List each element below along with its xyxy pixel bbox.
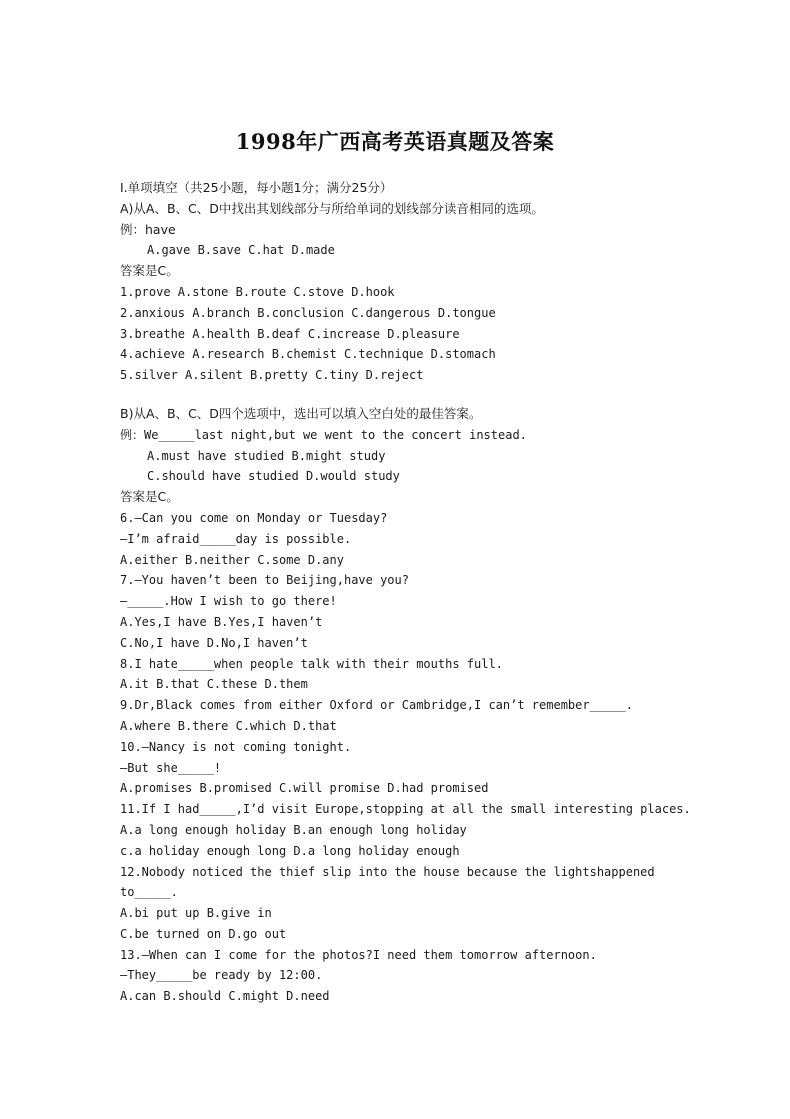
question-line: A.bi put up B.give in [120, 906, 272, 921]
question-line: 8.I hate_____when people talk with their mouths full. [120, 656, 503, 671]
question-line: 4.achieve A.research B.chemist C.technique D.stomach [120, 347, 496, 362]
question-line: 5.silver A.silent B.pretty C.tiny D.reject [120, 368, 424, 383]
question-line: 6.—Can you come on Monday or Tuesday? [120, 510, 388, 525]
part-a-example-options: A.gave B.save C.hat D.made [147, 243, 335, 258]
question-line: 11.If I had_____,I’d visit Europe,stopping at all the small interesting places. [120, 802, 691, 817]
question-line: A.it B.that C.these D.them [120, 677, 308, 692]
question-line: —But she_____! [120, 760, 222, 775]
question-line: A.a long enough holiday B.an enough long holiday [120, 822, 467, 837]
part-a-instruction: A)从A、B、C、D中找出其划线部分与所给单词的划线部分读音相同的选项。 [120, 200, 544, 216]
question-line: 7.—You haven’t been to Beijing,have you? [120, 573, 409, 588]
question-line: 2.anxious A.branch B.conclusion C.dangerous D.tongue [120, 305, 496, 320]
question-line: —They_____be ready by 12:00. [120, 968, 323, 983]
part-b-example-options-1: A.must have studied B.might study [147, 448, 386, 463]
question-line: —I’m afraid_____day is possible. [120, 531, 352, 546]
section-spacer [120, 386, 760, 404]
question-line: to_____. [120, 885, 178, 900]
part-a-question-list [120, 282, 760, 386]
question-line: A.can B.should C.might D.need [120, 989, 330, 1004]
question-line: —_____.How I wish to go there! [120, 594, 337, 609]
section-heading: Ⅰ.单项填空（共25小题，每小题1分；满分25分） [120, 180, 393, 195]
question-line: C.No,I have D.No,I haven’t [120, 635, 308, 650]
question-line: A.Yes,I have B.Yes,I haven’t [120, 614, 323, 629]
part-b-instruction: B)从A、B、C、D四个选项中，选出可以填入空白处的最佳答案。 [120, 405, 482, 421]
question-line: 10.—Nancy is not coming tonight. [120, 739, 352, 754]
question-line: 9.Dr,Black comes from either Oxford or Cambridge,I can’t remember_____. [120, 698, 633, 713]
question-line: 1.prove A.stone B.route C.stove D.hook [120, 284, 395, 299]
part-b-question-list [120, 508, 760, 1007]
part-b-example-options-2: C.should have studied D.would study [147, 469, 400, 484]
part-a-example-answer: 答案是C。 [120, 263, 179, 279]
part-b-example-sentence: 例：We_____last night,but we went to the concert instead. [120, 427, 527, 442]
question-line: c.a holiday enough long D.a long holiday enough [120, 843, 460, 858]
part-a-example-word: 例：have [120, 221, 176, 237]
question-line: 3.breathe A.health B.deaf C.increase D.pleasure [120, 326, 460, 341]
part-b-example-answer: 答案是C。 [120, 489, 179, 505]
document-body [120, 178, 760, 1007]
question-line: A.promises B.promised C.will promise D.had promised [120, 781, 489, 796]
question-line: A.either B.neither C.some D.any [120, 552, 344, 567]
question-line: C.be turned on D.go out [120, 926, 287, 941]
question-line: 12.Nobody noticed the thief slip into the house because the lightshappened [120, 864, 655, 879]
question-line: 13.—When can I come for the photos?I need them tomorrow afternoon. [120, 947, 597, 962]
document-title: 1998年广西高考英语真题及答案 [235, 129, 555, 154]
question-line: A.where B.there C.which D.that [120, 718, 337, 733]
